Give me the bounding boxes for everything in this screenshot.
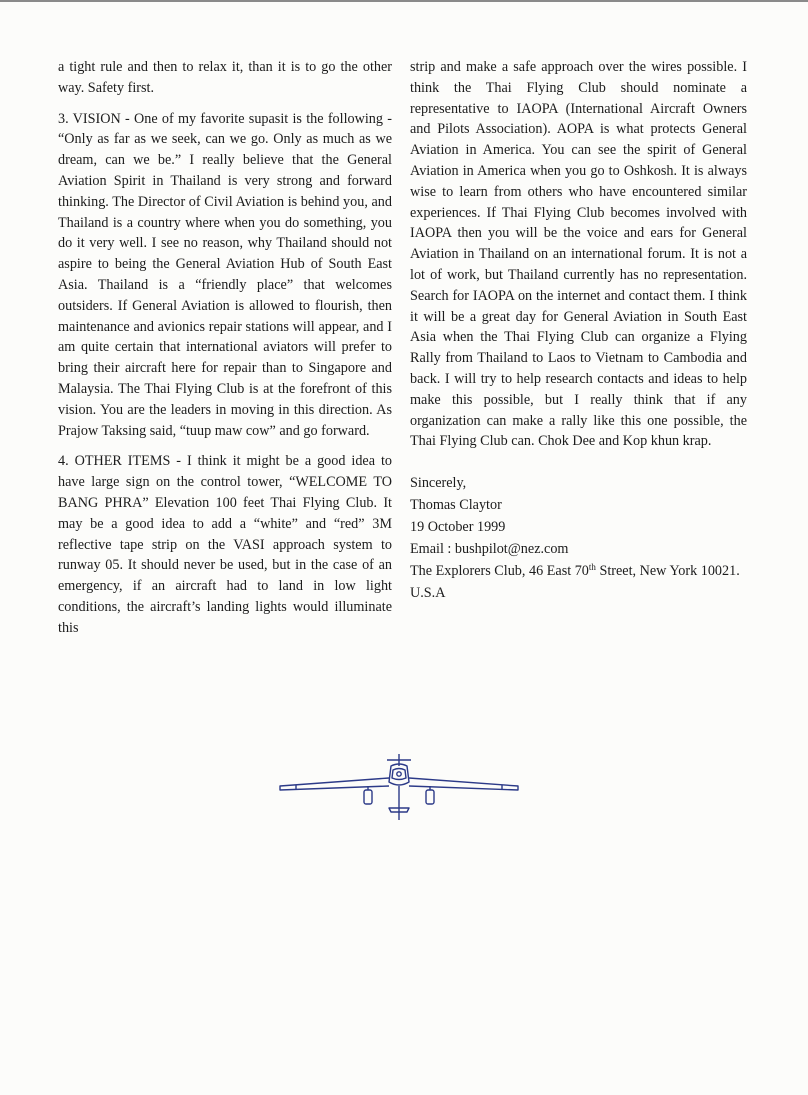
address-line xyxy=(410,560,747,604)
left-column xyxy=(58,57,392,649)
closing: Sincerely, xyxy=(410,475,467,492)
paragraph-continued-right: strip and make a safe approach over the wires possible. I think the Thai Flying Club should nominate a representative to IAOPA (International Aircraft Owners and Pilots Association). AOPA is what protects General Aviation in America. You can see the spirit of General Aviation in America when you go to Oshkosh. It is always wise to learn from others who have encountered similar experiences. If Thai Flying Club becomes involved with IAOPA then you will be the voice and ears for General Aviation in Thailand on an international forum. It is not a lot of work, but Thailand currently has no representation. Search for IAOPA on the internet and contact them. I think it will be a great day for General Aviation in South East Asia when the Thai Flying Club can organize a Flying Rally from Thailand to Laos to Vietnam to Cambodia and back. I will try to help research contacts and ideas to help make this possible, but I really think that if any organization can make a rally like this one possible, the Thai Flying Club can. Chok Dee and Kop khun krap. xyxy=(410,59,747,450)
signer-name: Thomas Claytor xyxy=(410,497,502,514)
paragraph-continued: a tight rule and then to relax it, than it is to go the other way. Safety first. xyxy=(58,59,392,96)
paragraph-vision: 3. VISION - One of my favorite supasit is the following - “Only as far as we seek, can we go. Only as much as we dream, can we be.” I really believe that the General Aviation Spirit in Thailand is very strong and forward thinking. The Director of Civil Aviation is behind you, and Thailand is a country where when you do something, you do it very well. I see no reason, why Thailand should not aspire to being the General Aviation Hub of South East Asia. Thailand is a “friendly place” that welcomes outsiders. If General Aviation is allowed to flourish, then maintenance and avionics repair stations will appear, and I am quite certain that international aviators will prefer to bring their aircraft here for repair than to Singapore and Malaysia. The Thai Flying Club is at the forefront of this vision. You are the leaders in moving in this direction. As Prajow Taksing said, “tuup maw cow” and go forward. xyxy=(58,110,392,439)
letter-date: 19 October 1999 xyxy=(410,519,506,536)
address-suffix: Street, New York 10021. U.S.A xyxy=(410,563,740,602)
address-superscript: th xyxy=(588,562,596,573)
signature-block xyxy=(410,472,747,604)
address-prefix: The Explorers Club, 46 East 70 xyxy=(410,563,589,580)
airplane-icon xyxy=(276,752,522,824)
right-column xyxy=(410,57,747,604)
email-line: Email : bushpilot@nez.com xyxy=(410,541,569,558)
paragraph-other-items: 4. OTHER ITEMS - I think it might be a good idea to have large sign on the control tower, “WELCOME TO BANG PHRA” Elevation 100 feet Thai Flying Club. It may be a good idea to add a “white” and “red” 3M reflective tape strip on the VASI approach system to runway 05. It should never be used, but in the case of an emergency, if an aircraft had to land in low light conditions, the aircraft’s landing lights would illuminate this xyxy=(58,453,392,636)
